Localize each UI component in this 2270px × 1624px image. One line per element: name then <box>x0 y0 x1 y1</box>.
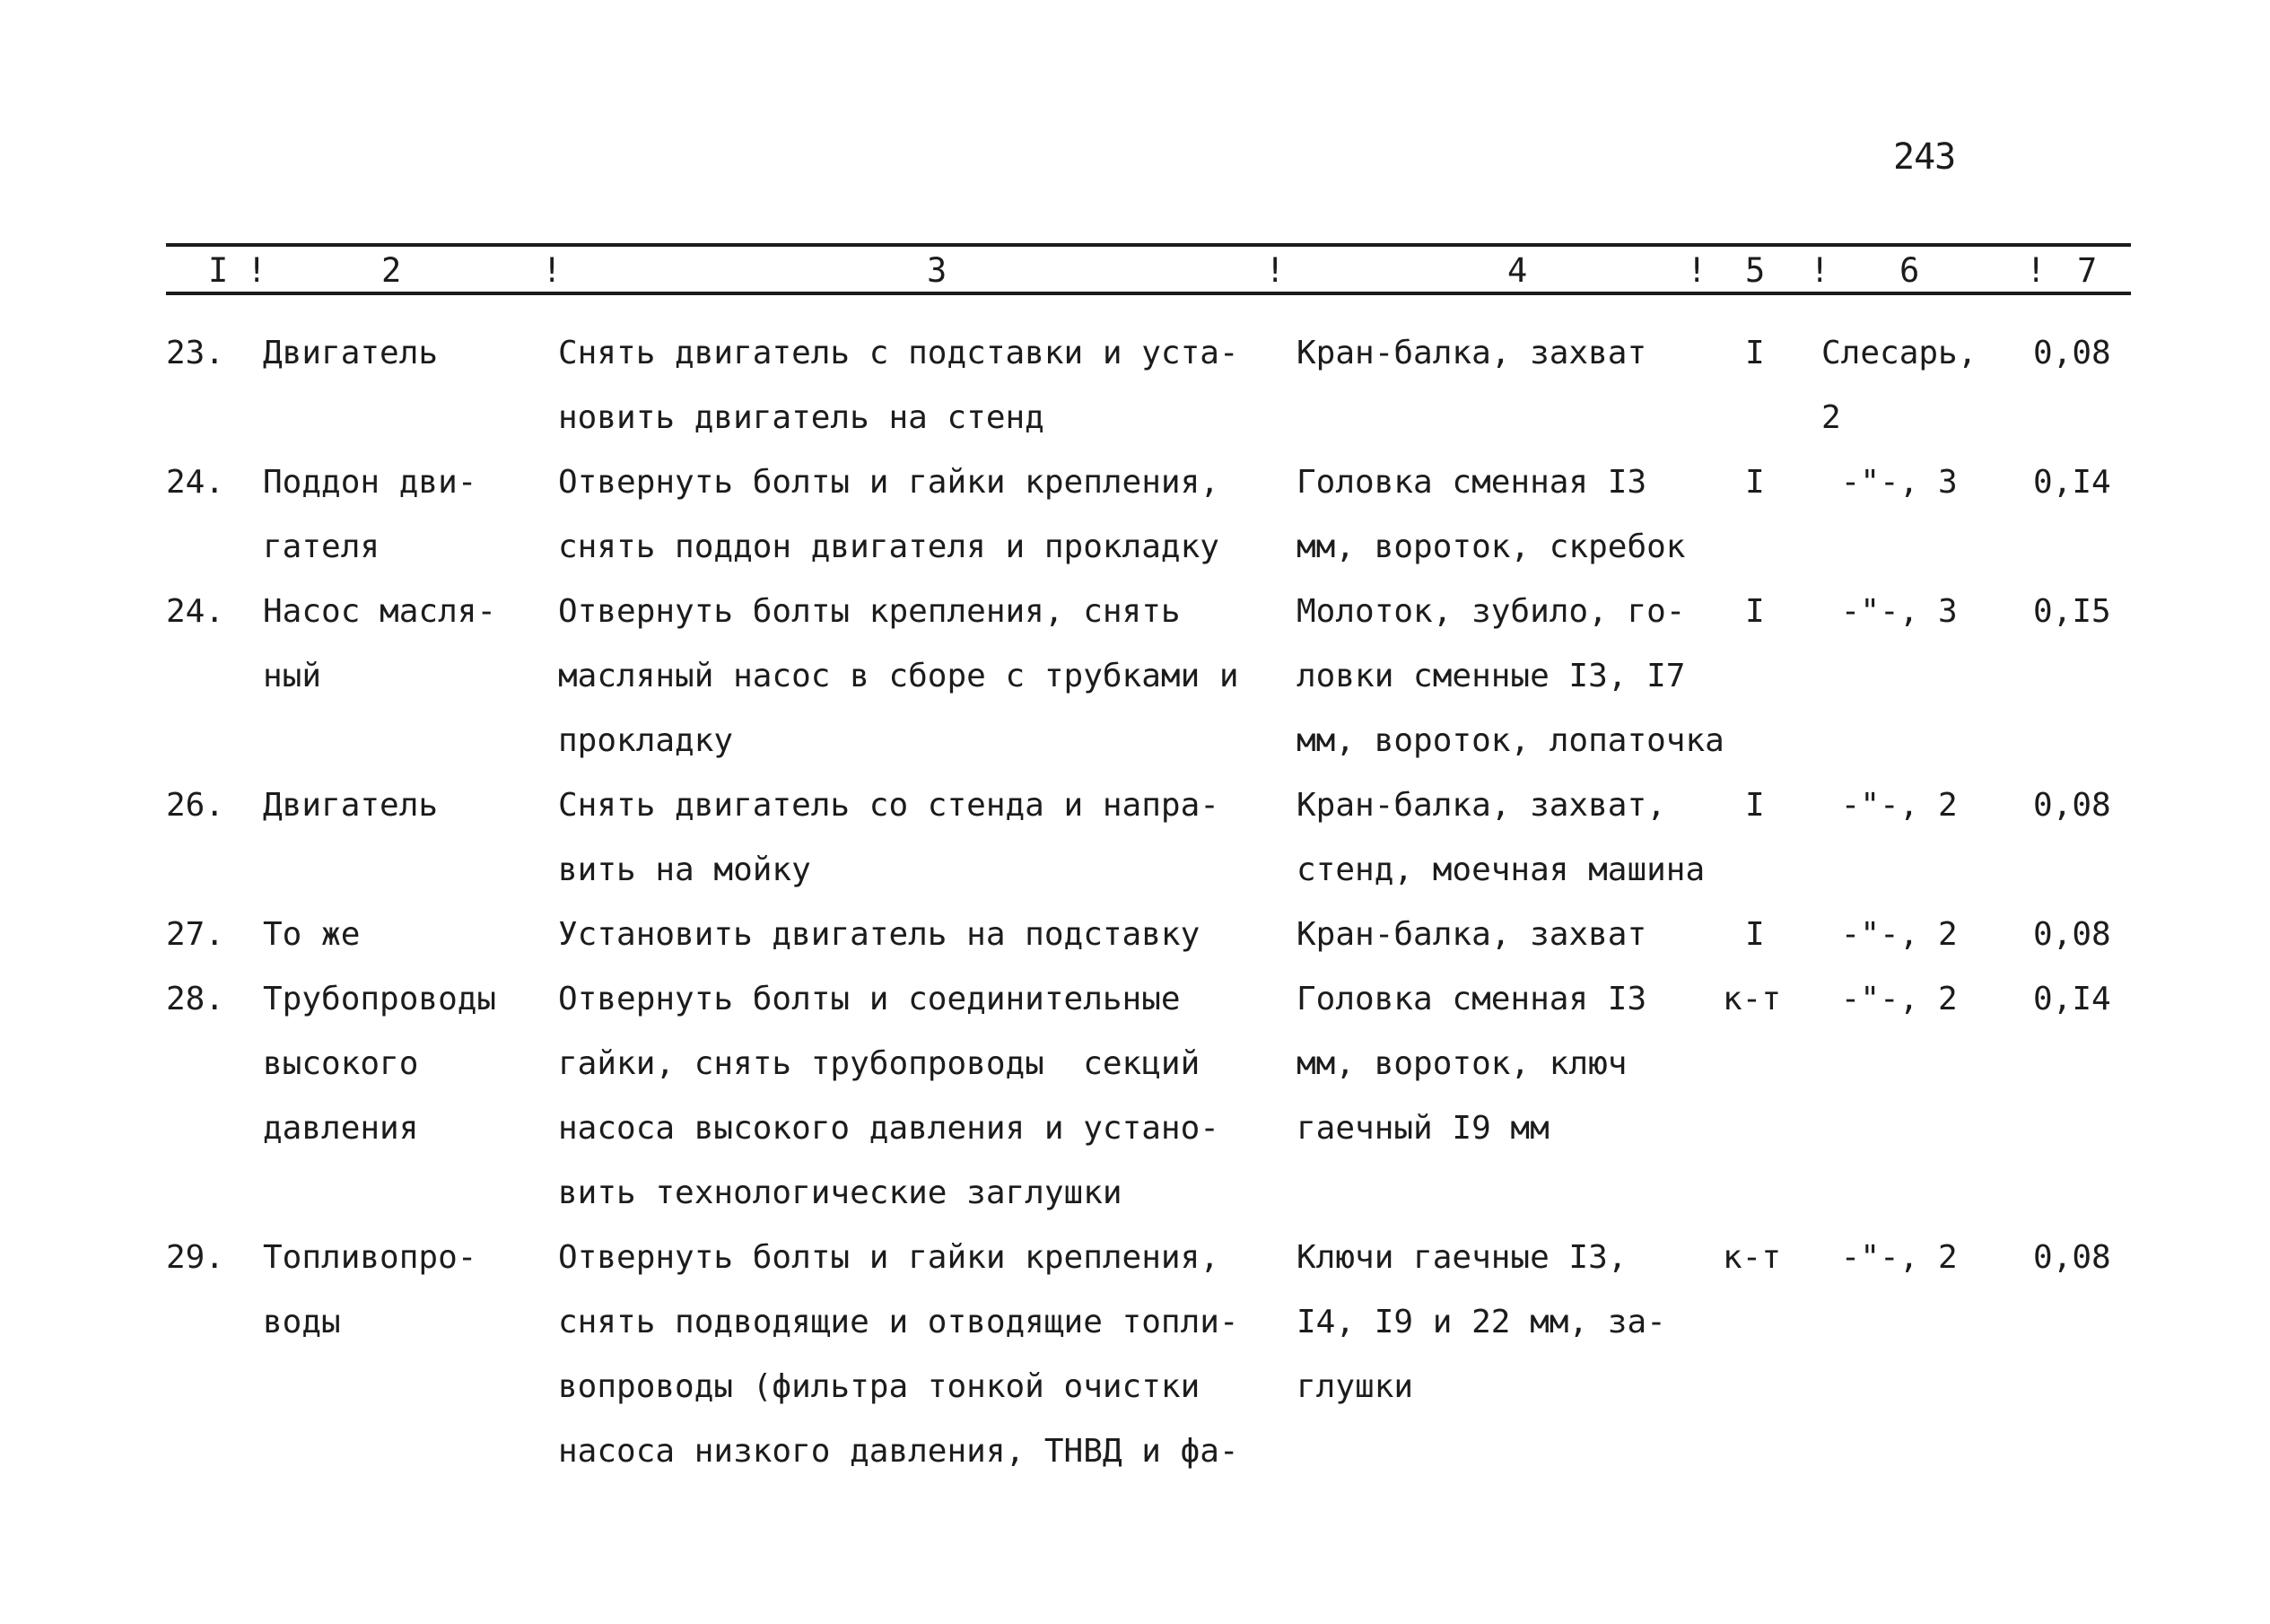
quantity: I <box>1745 787 1765 824</box>
operation-line: вить на мойку <box>558 851 811 888</box>
header-col6: 6 <box>1899 251 1920 290</box>
operation-line: Отвернуть болты крепления, снять <box>558 593 1181 630</box>
header-col7: 7 <box>2077 251 2098 290</box>
worker-line: -"-, 2 <box>1821 787 1958 824</box>
worker-line: -"-, 2 <box>1821 981 1958 1017</box>
tools-line: Головка сменная I3 <box>1297 981 1647 1017</box>
tools-line: Кран-балка, захват <box>1297 335 1647 371</box>
operation-line: насоса низкого давления, ТНВД и фа- <box>558 1433 1239 1470</box>
header-sep-2: ! <box>542 251 563 290</box>
operation-line: снять подводящие и отводящие топли- <box>558 1304 1239 1340</box>
header-col4: 4 <box>1507 251 1528 290</box>
tools-line: глушки <box>1297 1368 1414 1405</box>
time-norm: 0,I4 <box>2033 464 2111 501</box>
worker-line: 2 <box>1821 399 1841 436</box>
time-norm: 0,08 <box>2033 787 2111 824</box>
operation-line: Отвернуть болты и соединительные <box>558 981 1181 1017</box>
operation-line: вить технологические заглушки <box>558 1174 1122 1211</box>
operation-line: масляный насос в сборе с трубками и <box>558 658 1239 694</box>
worker-line: -"-, 2 <box>1821 916 1958 953</box>
operation-line: Установить двигатель на подставку <box>558 916 1200 953</box>
header-sep-6: ! <box>2026 251 2047 290</box>
tools-line: гаечный I9 мм <box>1297 1110 1550 1147</box>
operation-line: гайки, снять трубопроводы секций <box>558 1045 1200 1082</box>
object-line: Двигатель <box>263 335 439 371</box>
row-number: 29. <box>166 1239 225 1276</box>
tools-line: I4, I9 и 22 мм, за- <box>1297 1304 1666 1340</box>
header-col3: 3 <box>927 251 947 290</box>
header-col1: I <box>208 251 229 290</box>
header-sep-5: ! <box>1810 251 1830 290</box>
operation-line: снять поддон двигателя и прокладку <box>558 528 1219 565</box>
object-line: Трубопроводы <box>263 981 497 1017</box>
row-number: 24. <box>166 593 225 630</box>
tools-line: Кран-балка, захват <box>1297 916 1647 953</box>
object-line: гателя <box>263 528 380 565</box>
tools-line: ловки сменные I3, I7 <box>1297 658 1686 694</box>
operation-line: Отвернуть болты и гайки крепления, <box>558 464 1219 501</box>
table-header-rule <box>166 292 2131 295</box>
header-col5: 5 <box>1745 251 1766 290</box>
object-line: Поддон дви- <box>263 464 477 501</box>
object-line: ный <box>263 658 322 694</box>
row-number: 26. <box>166 787 225 824</box>
tools-line: стенд, моечная машина <box>1297 851 1706 888</box>
worker-line: Слесарь, <box>1821 335 1978 371</box>
operation-line: Снять двигатель со стенда и напра- <box>558 787 1219 824</box>
object-line: То же <box>263 916 361 953</box>
header-sep-3: ! <box>1265 251 1286 290</box>
quantity: I <box>1745 916 1765 953</box>
header-sep-4: ! <box>1687 251 1707 290</box>
quantity: к-т <box>1723 981 1782 1017</box>
quantity: I <box>1745 335 1765 371</box>
time-norm: 0,08 <box>2033 916 2111 953</box>
worker-line: -"-, 2 <box>1821 1239 1958 1276</box>
operation-line: Снять двигатель с подставки и уста- <box>558 335 1239 371</box>
header-col2: 2 <box>381 251 402 290</box>
operation-line: вопроводы (фильтра тонкой очистки <box>558 1368 1200 1405</box>
quantity: к-т <box>1723 1239 1782 1276</box>
tools-line: мм, вороток, ключ <box>1297 1045 1628 1082</box>
object-line: высокого <box>263 1045 419 1082</box>
time-norm: 0,I5 <box>2033 593 2111 630</box>
operation-line: Отвернуть болты и гайки крепления, <box>558 1239 1219 1276</box>
header-sep-1: ! <box>247 251 267 290</box>
row-number: 23. <box>166 335 225 371</box>
time-norm: 0,08 <box>2033 1239 2111 1276</box>
object-line: воды <box>263 1304 341 1340</box>
tools-line: мм, вороток, лопаточка <box>1297 722 1724 759</box>
table-top-rule <box>166 243 2131 247</box>
time-norm: 0,I4 <box>2033 981 2111 1017</box>
row-number: 28. <box>166 981 225 1017</box>
tools-line: Молоток, зубило, го- <box>1297 593 1686 630</box>
operation-line: насоса высокого давления и устано- <box>558 1110 1219 1147</box>
operation-line: прокладку <box>558 722 734 759</box>
object-line: Топливопро- <box>263 1239 477 1276</box>
quantity: I <box>1745 593 1765 630</box>
row-number: 27. <box>166 916 225 953</box>
worker-line: -"-, 3 <box>1821 464 1958 501</box>
object-line: давления <box>263 1110 419 1147</box>
tools-line: мм, вороток, скребок <box>1297 528 1686 565</box>
object-line: Двигатель <box>263 787 439 824</box>
tools-line: Кран-балка, захват, <box>1297 787 1666 824</box>
quantity: I <box>1745 464 1765 501</box>
row-number: 24. <box>166 464 225 501</box>
worker-line: -"-, 3 <box>1821 593 1958 630</box>
operation-line: новить двигатель на стенд <box>558 399 1044 436</box>
time-norm: 0,08 <box>2033 335 2111 371</box>
page-number: 243 <box>1893 136 1956 178</box>
object-line: Насос масля- <box>263 593 497 630</box>
tools-line: Головка сменная I3 <box>1297 464 1647 501</box>
tools-line: Ключи гаечные I3, <box>1297 1239 1628 1276</box>
